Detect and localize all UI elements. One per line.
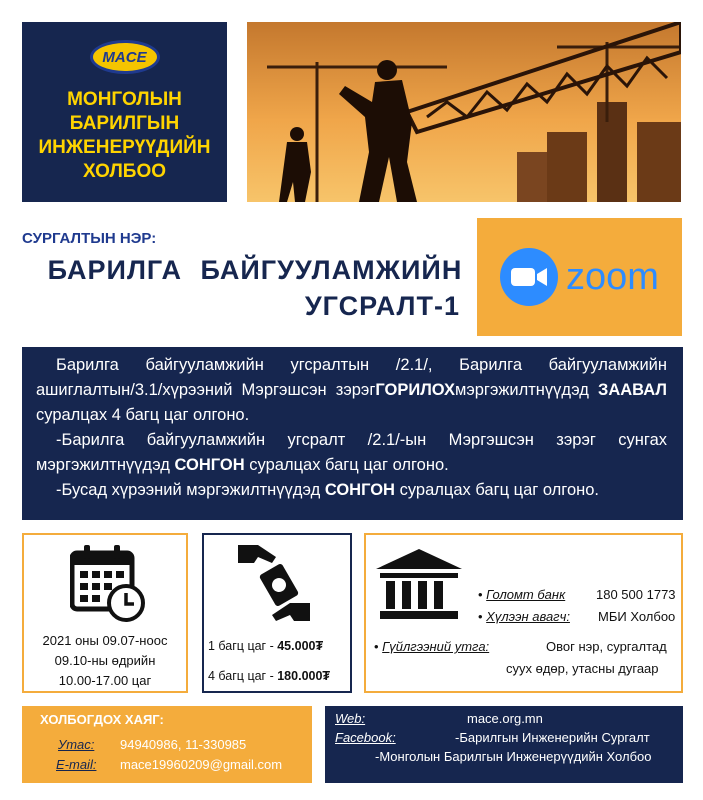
recipient-row: • Хүлээн авагч: — [478, 609, 570, 624]
bank-info-card — [364, 533, 683, 693]
phone-label: Утас: — [58, 737, 95, 752]
recipient-value: МБИ Холбоо — [598, 609, 676, 624]
description-paragraph-3: -Бусад хүрээний мэргэжилтнүүдэд СОНГОН суралцах багц цаг олгоно. — [56, 481, 600, 499]
org-name-line-3: ИНЖЕНЕРҮҮДИЙН — [38, 137, 211, 158]
description-paragraph-1: Барилга байгууламжийн угсралтын /2.1/, Барилга байгууламжийн ашиглалтын/3.1/хүрээний Мэргэшсэн зэрэгГОРИЛОХмэргэжилтнүүдэд ЗААВАЛ суралцах 4 багц цаг олгоно. — [36, 356, 667, 424]
price-card — [202, 533, 352, 693]
contact-panel — [22, 706, 312, 783]
purpose-row: • Гүйлгээний утга: — [374, 639, 490, 654]
purpose-value-1: Овог нэр, сургалтад — [546, 639, 667, 654]
hero-construction-image — [247, 22, 681, 202]
web-panel — [325, 706, 683, 783]
org-name-line-1: МОНГОЛЫН — [67, 89, 182, 110]
bank-building-icon — [374, 547, 464, 626]
phone-value: 94940986, 11-330985 — [120, 737, 247, 752]
course-description — [22, 347, 683, 520]
web-label: Web: — [335, 711, 366, 726]
zoom-camera-icon — [500, 248, 558, 306]
zoom-logo-panel — [477, 218, 682, 336]
course-title-line-2: УГСРАЛТ-1 — [304, 291, 460, 321]
email-label: E-mail: — [56, 757, 97, 772]
contact-heading: ХОЛБОГДОХ ХАЯГ: — [40, 712, 164, 727]
course-name-label: СУРГАЛТЫН НЭР: — [22, 230, 157, 247]
payment-hand-icon — [234, 541, 314, 630]
schedule-text: 2021 оны 09.07-ноос 09.10-ны өдрийн 10.00-17.00 цаг — [42, 633, 168, 688]
course-title — [40, 252, 470, 324]
facebook-page-2[interactable]: -Монголын Барилгын Инженерүүдийн Холбоо — [375, 749, 652, 764]
org-name-line-2: БАРИЛГЫН — [69, 113, 180, 134]
price-line-2: 4 багц цаг - 180.000₮ — [208, 669, 331, 683]
zoom-wordmark: zoom — [566, 255, 659, 298]
description-paragraph-2: -Барилга байгууламжийн угсралт /2.1/-ын Мэргэшсэн зэрэг сунгах мэргэжилтнүүдэд СОНГОН суралцах багц цаг олгоно. — [36, 431, 667, 474]
bank-row: • Голомт банк — [478, 587, 566, 602]
calendar-icon — [70, 543, 146, 628]
schedule-card — [22, 533, 188, 693]
course-title-line-1: БАРИЛГА БАЙГУУЛАМЖИЙН — [47, 255, 463, 285]
facebook-page-1[interactable]: -Барилгын Инженерийн Сургалт — [455, 730, 650, 745]
email-value[interactable]: mace19960209@gmail.com — [120, 757, 283, 772]
org-logo-panel — [22, 22, 227, 202]
mace-logo: MACE — [90, 40, 160, 74]
purpose-value-2: суух өдөр, утасны дугаар — [506, 661, 659, 676]
price-line-1: 1 багц цаг - 45.000₮ — [208, 639, 324, 653]
org-name-line-4: ХОЛБОО — [82, 161, 167, 182]
bank-account-number: 180 500 1773 — [596, 587, 676, 602]
web-url[interactable]: mace.org.mn — [467, 711, 543, 726]
facebook-label: Facebook: — [335, 730, 396, 745]
